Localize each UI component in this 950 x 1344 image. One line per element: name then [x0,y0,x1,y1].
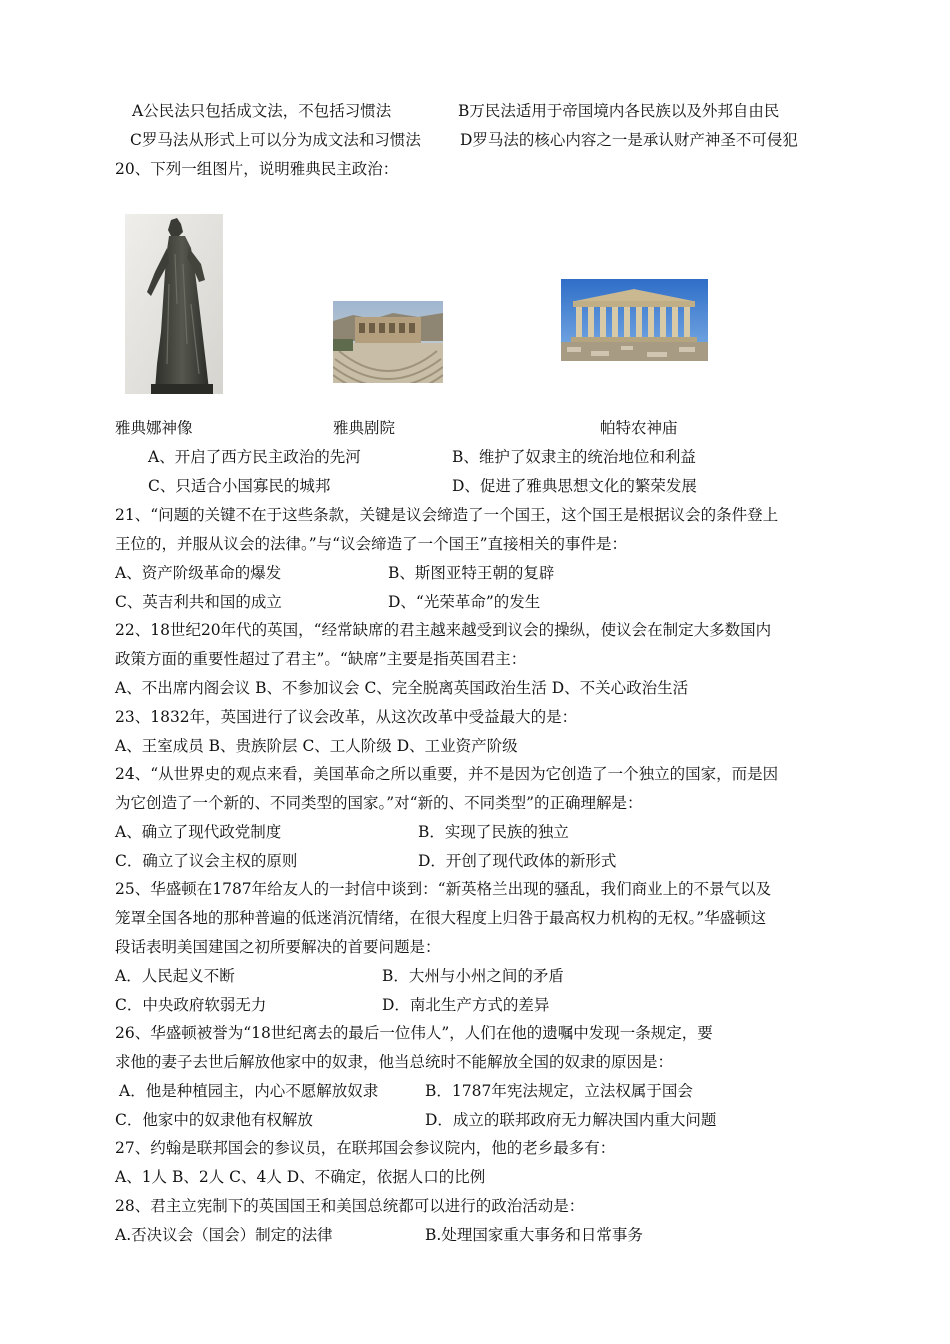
q25-stem-line1: 25、华盛顿在1787年给友人的一封信中谈到：“新英格兰出现的骚乱，我们商业上的不景气以及 [115,880,772,898]
q26-option-c: C．他家中的奴隶他有权解放 [115,1111,313,1129]
caption-athena-statue: 雅典娜神像 [115,419,193,437]
q25-stem-line3: 段话表明美国建国之初所要解决的首要问题是： [115,938,441,956]
q25-option-c: C．中央政府软弱无力 [115,996,267,1014]
q27-options: A、1人 B、2人 C、4人 D、不确定，依据人口的比例 [115,1168,486,1186]
q23-options: A、王室成员 B、贵族阶层 C、工人阶级 D、工业资产阶级 [115,737,518,755]
q23-stem: 23、1832年，英国进行了议会改革，从这次改革中受益最大的是： [115,708,578,726]
q25-option-b: B．大州与小州之间的矛盾 [382,967,564,985]
q20-stem: 20、下列一组图片，说明雅典民主政治： [115,160,399,178]
q26-option-a: A．他是种植园主，内心不愿解放奴隶 [119,1082,379,1100]
q19-option-b: B万民法适用于帝国境内各民族以及外邦自由民 [458,102,780,120]
q26-option-b: B．1787年宪法规定，立法权属于国会 [425,1082,693,1100]
q24-option-a: A、确立了现代政党制度 [115,823,282,841]
q27-stem: 27、约翰是联邦国会的参议员，在联邦国会参议院内，他的老乡最多有： [115,1139,616,1157]
q20-option-c: C、只适合小国寡民的城邦 [148,477,331,495]
q22-stem-line2: 政策方面的重要性超过了君主”。“缺席”主要是指英国君主： [115,650,527,668]
q24-option-b: B．实现了民族的独立 [418,823,569,841]
q22-options: A、不出席内阁会议 B、不参加议会 C、完全脱离英国政治生活 D、不关心政治生活 [115,679,689,697]
q25-stem-line2: 笼罩全国各地的那种普遍的低迷消沉情绪，在很大程度上归咎于最高权力机构的无权。”华盛顿这 [115,909,767,927]
q21-option-a: A、资产阶级革命的爆发 [115,564,282,582]
q25-option-a: A．人民起义不断 [115,967,235,985]
athens-theatre-photo [333,301,443,383]
q28-option-b: B.处理国家重大事务和日常事务 [425,1226,643,1244]
q21-stem-line1: 21、“问题的关键不在于这些条款，关键是议会缔造了一个国王，这个国王是根据议会的条件登上 [115,506,779,524]
q24-option-d: D．开创了现代政体的新形式 [418,852,617,870]
q25-option-d: D．南北生产方式的差异 [382,996,550,1014]
q20-option-b: B、维护了奴隶主的统治地位和利益 [452,448,696,466]
q21-option-c: C、英吉利共和国的成立 [115,593,282,611]
caption-parthenon: 帕特农神庙 [600,419,678,437]
q28-option-a: A.否决议会（国会）制定的法律 [115,1226,333,1244]
q21-option-d: D、“光荣革命”的发生 [388,593,541,611]
q21-stem-line2: 王位的，并服从议会的法律。”与“议会缔造了一个国王”直接相关的事件是： [115,535,628,553]
q24-stem-line2: 为它创造了一个新的、不同类型的国家。”对“新的、不同类型”的正确理解是： [115,794,643,812]
q24-option-c: C．确立了议会主权的原则 [115,852,298,870]
caption-athens-theatre: 雅典剧院 [333,419,396,437]
q28-stem: 28、君主立宪制下的英国国王和美国总统都可以进行的政治活动是： [115,1197,585,1215]
q21-option-b: B、斯图亚特王朝的复辟 [388,564,555,582]
q24-stem-line1: 24、“从世界史的观点来看，美国革命之所以重要，并不是因为它创造了一个独立的国家，而是因 [115,765,779,783]
q26-stem-line1: 26、华盛顿被誉为“18世纪离去的最后一位伟人”，人们在他的遗嘱中发现一条规定，要 [115,1024,713,1042]
q19-option-d: D罗马法的核心内容之一是承认财产神圣不可侵犯 [460,131,798,149]
athena-statue-photo [125,214,223,394]
q19-option-c: C罗马法从形式上可以分为成文法和习惯法 [130,131,421,149]
q26-option-d: D．成立的联邦政府无力解决国内重大问题 [425,1111,717,1129]
q26-stem-line2: 求他的妻子去世后解放他家中的奴隶，他当总统时不能解放全国的奴隶的原因是： [115,1053,674,1071]
q19-option-a: A公民法只包括成文法，不包括习惯法 [132,102,392,120]
q20-option-a: A、开启了西方民主政治的先河 [148,448,361,466]
parthenon-photo [561,279,708,361]
q22-stem-line1: 22、18世纪20年代的英国，“经常缺席的君主越来越受到议会的操纵，使议会在制定大多数国内 [115,621,772,639]
q20-option-d: D、促进了雅典思想文化的繁荣发展 [452,477,697,495]
